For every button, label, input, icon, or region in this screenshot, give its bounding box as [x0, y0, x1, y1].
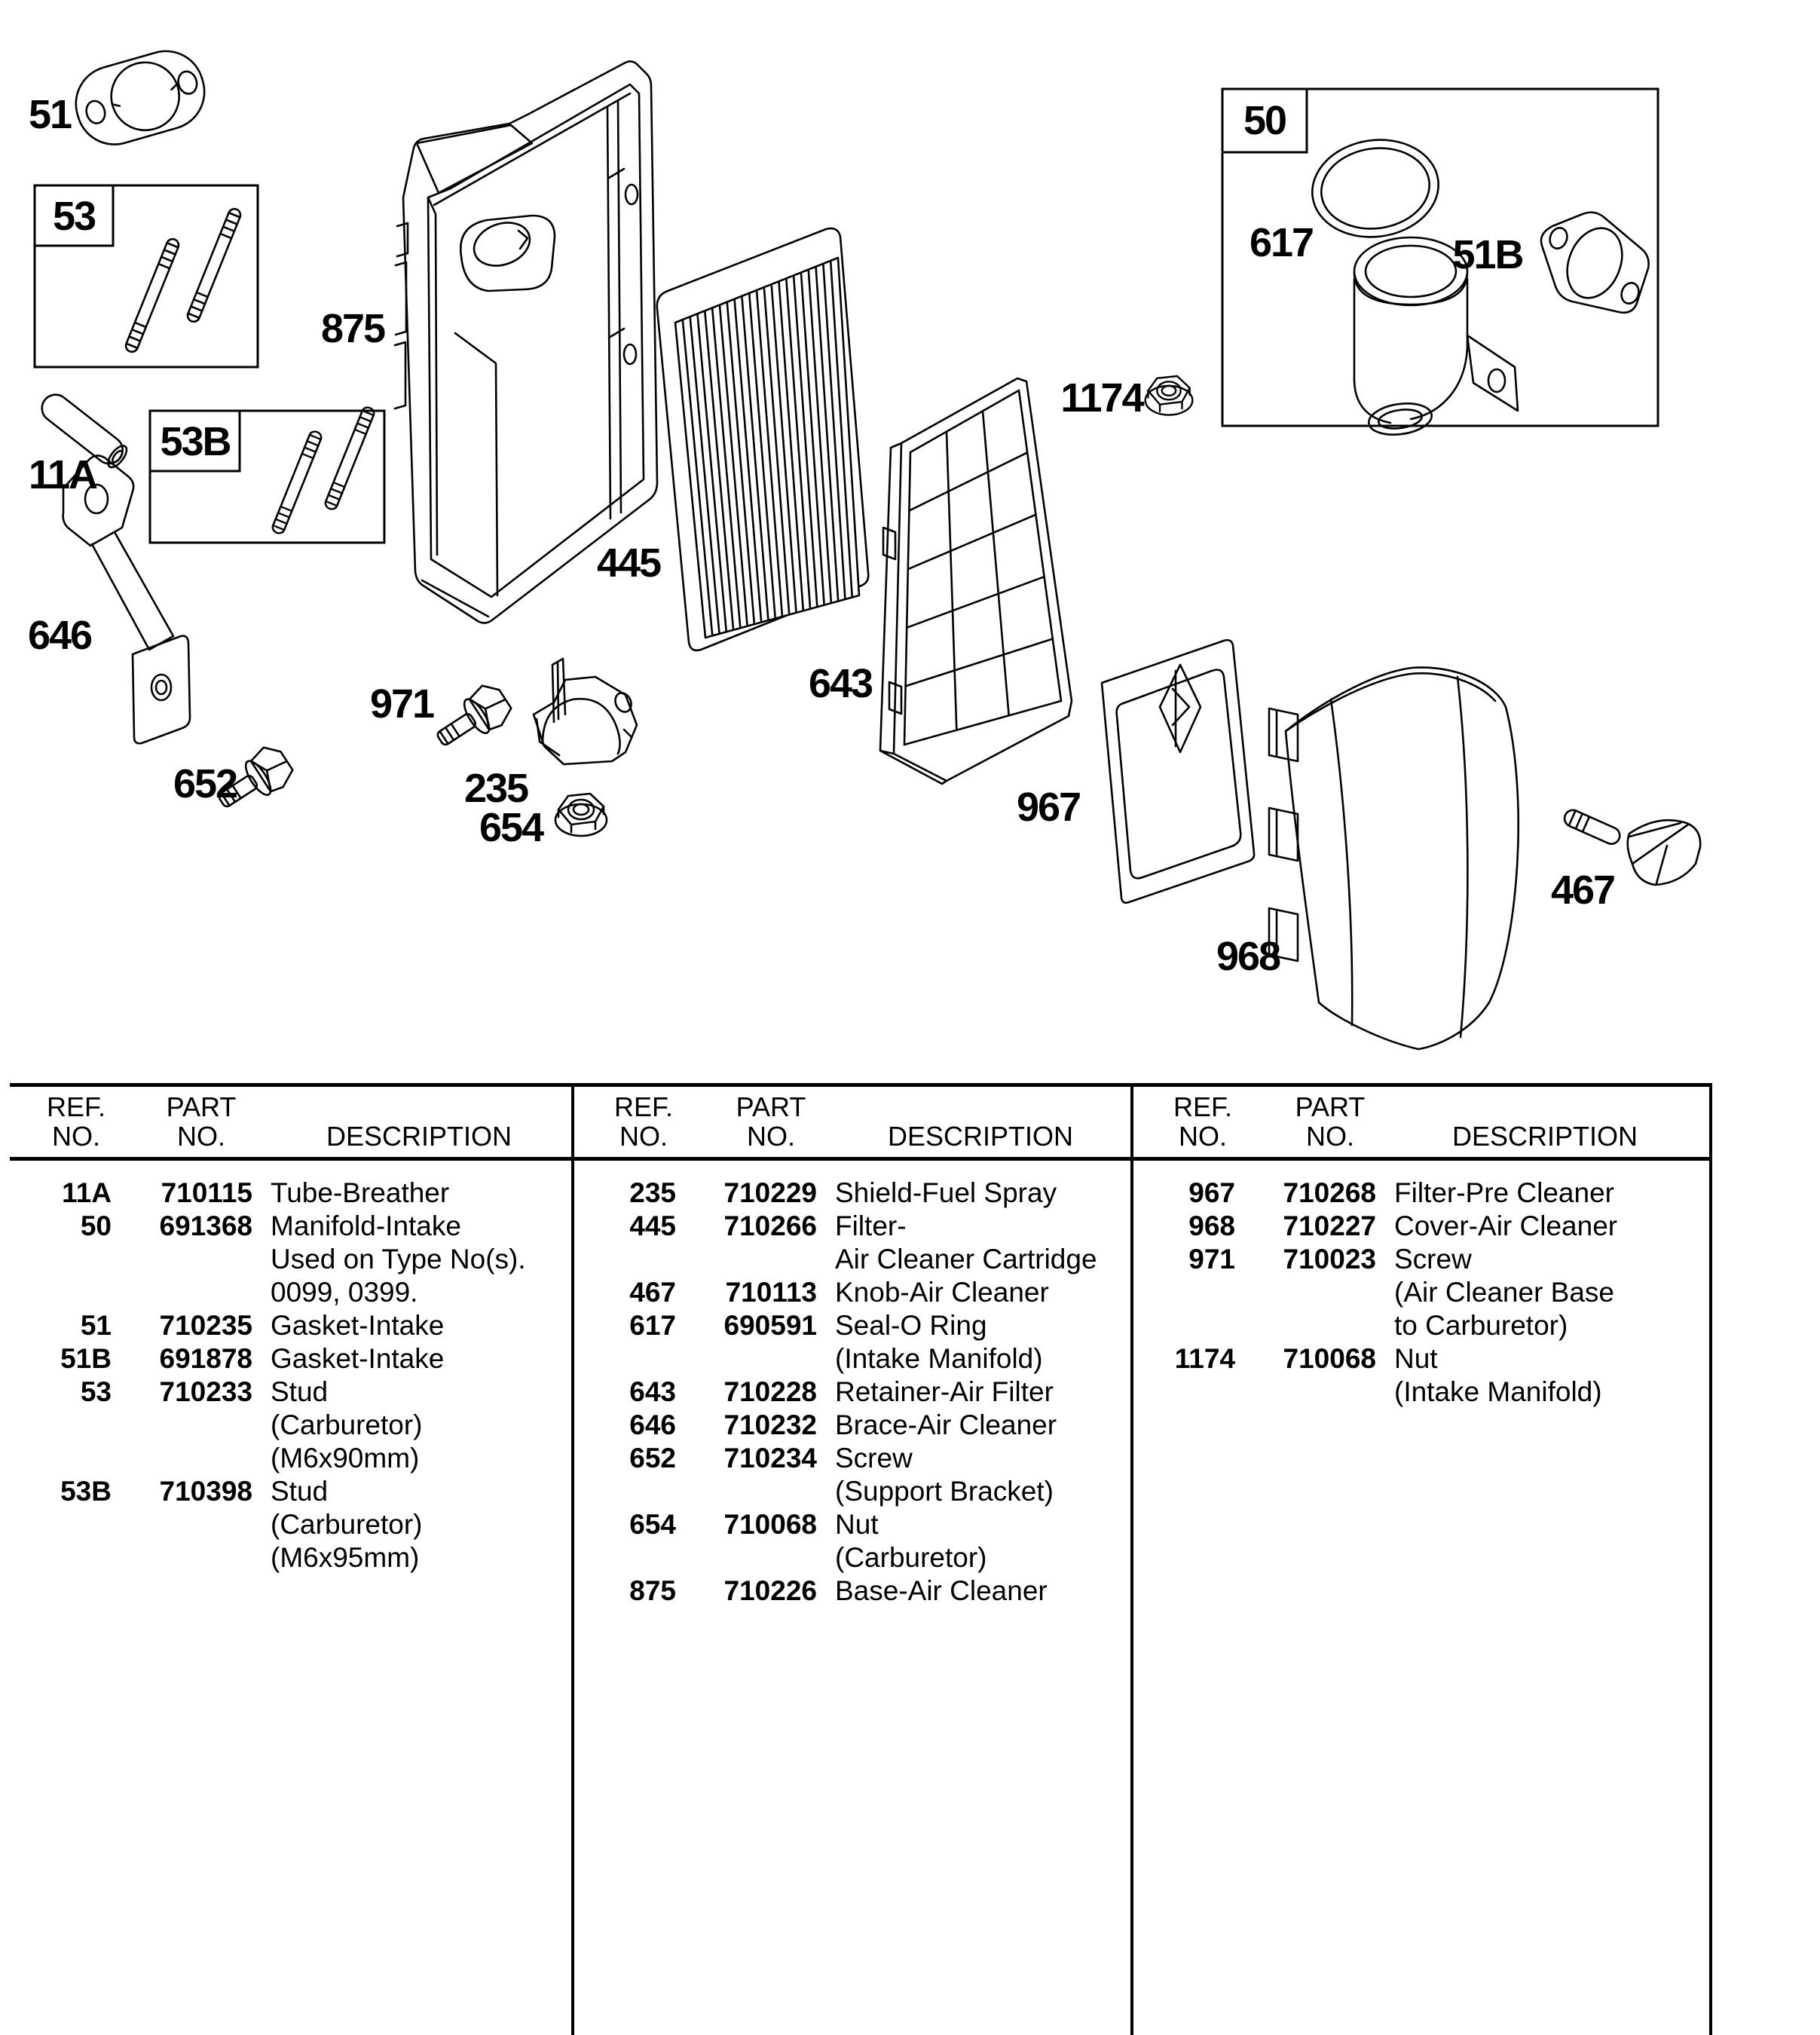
part-no-cell: 710235	[159, 1310, 252, 1341]
table-row	[574, 1177, 1127, 1210]
callout-53: 53	[52, 194, 96, 239]
cover-air-cleaner-968-drawing	[1269, 668, 1519, 1049]
description-cell: (Carburetor)	[835, 1542, 987, 1573]
callout-51: 51	[28, 92, 72, 137]
part-no-cell	[676, 1342, 817, 1376]
col2-ref-header2: NO.	[619, 1121, 668, 1152]
table-row	[10, 1210, 567, 1243]
ref-no-cell: 445	[629, 1210, 676, 1241]
description-cell: Gasket-Intake	[271, 1343, 445, 1374]
table-row	[574, 1409, 1127, 1442]
ref-no-cell: 646	[629, 1409, 676, 1440]
screw-971-drawing	[428, 679, 516, 757]
description-cell: (M6x95mm)	[271, 1542, 420, 1573]
ref-no-cell	[574, 1541, 676, 1574]
table-row	[574, 1508, 1127, 1541]
ref-no-cell: 968	[1188, 1210, 1235, 1241]
base-air-cleaner-875-drawing	[395, 61, 657, 623]
filter-cartridge-445-drawing	[657, 228, 868, 650]
col1-part-header: PART	[166, 1091, 237, 1122]
part-no-cell	[112, 1442, 252, 1475]
table-row	[10, 1376, 567, 1409]
col2-ref-header: REF.	[613, 1091, 674, 1122]
description-cell: (Carburetor)	[271, 1509, 423, 1540]
part-no-cell: 710268	[1283, 1177, 1376, 1208]
ref-no-cell	[10, 1276, 112, 1309]
col2-part-header: PART	[736, 1091, 806, 1122]
ref-no-cell: 643	[629, 1376, 676, 1407]
part-no-cell: 710266	[723, 1210, 817, 1241]
table-row	[574, 1243, 1127, 1276]
ref-no-cell: 235	[629, 1177, 676, 1208]
table-row	[574, 1442, 1127, 1475]
description-cell: Stud	[271, 1376, 329, 1407]
description-cell: Tube-Breather	[271, 1177, 450, 1208]
part-no-cell: 691878	[159, 1343, 252, 1374]
table-row	[574, 1342, 1127, 1376]
description-cell: Retainer-Air Filter	[835, 1376, 1054, 1407]
description-cell: Knob-Air Cleaner	[835, 1277, 1049, 1308]
table-row	[1133, 1342, 1706, 1376]
table-row	[1133, 1177, 1706, 1210]
col3-desc-header: DESCRIPTION	[1451, 1121, 1638, 1152]
description-cell: Manifold-Intake	[271, 1210, 461, 1241]
part-no-cell: 710229	[723, 1177, 817, 1208]
part-no-cell: 710227	[1283, 1210, 1376, 1241]
table-row	[10, 1541, 567, 1574]
table-right-border	[1709, 1083, 1712, 2035]
callout-235: 235	[463, 766, 528, 811]
part-no-cell: 710023	[1283, 1244, 1376, 1275]
ref-no-cell	[574, 1243, 676, 1276]
ref-no-cell: 11A	[62, 1177, 112, 1208]
ref-no-cell: 50	[80, 1210, 112, 1241]
part-no-cell	[112, 1508, 252, 1541]
part-no-cell	[1235, 1276, 1376, 1309]
table-row	[1133, 1243, 1706, 1276]
callout-467: 467	[1550, 868, 1615, 913]
part-no-cell: 710232	[723, 1409, 817, 1440]
part-no-cell: 710115	[161, 1177, 252, 1208]
callout-654: 654	[479, 805, 543, 850]
ref-no-cell	[1133, 1309, 1235, 1342]
table-row	[574, 1210, 1127, 1243]
part-no-cell	[1235, 1376, 1376, 1409]
description-cell: (Intake Manifold)	[835, 1343, 1043, 1374]
col2-part-header2: NO.	[746, 1121, 796, 1152]
ref-no-cell: 971	[1188, 1244, 1235, 1275]
col1-desc-header: DESCRIPTION	[326, 1121, 512, 1152]
description-cell: Filter-Pre Cleaner	[1394, 1177, 1614, 1208]
ref-no-cell	[10, 1409, 112, 1442]
ref-no-cell: 654	[629, 1509, 676, 1540]
table-row	[1133, 1309, 1706, 1342]
part-no-cell: 710068	[723, 1509, 817, 1540]
table-row	[574, 1376, 1127, 1409]
ref-no-cell: 617	[629, 1310, 676, 1341]
table-row	[10, 1409, 567, 1442]
description-cell: 0099, 0399.	[271, 1277, 418, 1308]
ref-no-cell: 53	[80, 1376, 112, 1407]
table-row	[10, 1276, 567, 1309]
ref-no-cell	[10, 1541, 112, 1574]
ref-no-cell	[574, 1342, 676, 1376]
description-cell: Gasket-Intake	[271, 1310, 445, 1341]
table-header-rule	[10, 1157, 1712, 1161]
parts-column-3	[1133, 1177, 1706, 1409]
callout-11A: 11A	[28, 452, 97, 497]
callout-967: 967	[1016, 785, 1081, 830]
part-no-cell	[112, 1276, 252, 1309]
col1-ref-header2: NO.	[51, 1121, 101, 1152]
ref-no-cell: 875	[629, 1575, 676, 1606]
ref-no-cell: 467	[629, 1277, 676, 1308]
part-no-cell: 710398	[159, 1476, 252, 1507]
table-row	[1133, 1276, 1706, 1309]
table-row	[10, 1475, 567, 1508]
callout-53B: 53B	[160, 419, 231, 464]
ref-no-cell	[574, 1475, 676, 1508]
ref-no-cell: 53B	[60, 1476, 112, 1507]
callout-971: 971	[369, 681, 434, 727]
ref-no-cell: 967	[1188, 1177, 1235, 1208]
callout-445: 445	[596, 540, 661, 586]
callout-50: 50	[1243, 98, 1286, 143]
table-row	[1133, 1210, 1706, 1243]
description-cell: Base-Air Cleaner	[835, 1575, 1048, 1606]
part-no-cell: 710233	[159, 1376, 252, 1407]
table-row	[10, 1342, 567, 1376]
description-cell: Screw	[835, 1443, 913, 1473]
part-no-cell: 691368	[159, 1210, 252, 1241]
description-cell: Cover-Air Cleaner	[1394, 1210, 1618, 1241]
table-row	[10, 1177, 567, 1210]
callout-1174: 1174	[1060, 375, 1143, 421]
table-row	[10, 1243, 567, 1276]
part-no-cell: 710113	[725, 1277, 817, 1308]
col3-ref-header: REF.	[1173, 1091, 1233, 1122]
retainer-air-filter-643-drawing	[880, 378, 1072, 784]
parts-column-1	[10, 1177, 567, 1574]
ref-no-cell	[10, 1243, 112, 1276]
part-no-cell	[112, 1243, 252, 1276]
description-cell: Air Cleaner Cartridge	[835, 1244, 1097, 1275]
description-cell: Nut	[835, 1509, 879, 1540]
callout-652: 652	[173, 761, 237, 806]
description-cell: Seal-O Ring	[835, 1310, 987, 1341]
table-row	[10, 1508, 567, 1541]
shield-fuel-spray-235-drawing	[534, 659, 637, 764]
nut-1174-drawing	[1146, 376, 1193, 415]
description-cell: Stud	[271, 1476, 329, 1507]
description-cell: to Carburetor)	[1394, 1310, 1568, 1341]
callout-617: 617	[1249, 220, 1314, 265]
table-row	[574, 1541, 1127, 1574]
callout-643: 643	[808, 661, 873, 706]
part-no-cell	[112, 1409, 252, 1442]
parts-column-2	[574, 1177, 1127, 1608]
table-top-rule	[10, 1083, 1712, 1087]
description-cell: Screw	[1394, 1244, 1472, 1275]
table-row	[10, 1309, 567, 1342]
description-cell: (M6x90mm)	[271, 1443, 420, 1473]
part-no-cell: 710234	[723, 1443, 817, 1473]
callout-875: 875	[320, 306, 385, 351]
ref-no-cell	[10, 1442, 112, 1475]
col3-part-header2: NO.	[1305, 1121, 1355, 1152]
description-cell: (Air Cleaner Base	[1394, 1277, 1615, 1308]
part-no-cell: 710226	[723, 1575, 817, 1606]
part-no-cell: 710228	[723, 1376, 817, 1407]
seal-o-ring-617-drawing	[1306, 132, 1445, 245]
table-row	[574, 1309, 1127, 1342]
nut-654-drawing	[555, 794, 607, 836]
col1-ref-header: REF.	[46, 1091, 106, 1122]
gasket-intake-51b-drawing	[1541, 213, 1649, 313]
ref-no-cell: 1174	[1174, 1343, 1235, 1374]
table-row	[1133, 1376, 1706, 1409]
ref-no-cell: 652	[629, 1443, 676, 1473]
callout-968: 968	[1216, 934, 1280, 979]
filter-pre-cleaner-967-drawing	[1102, 640, 1254, 903]
description-cell: (Carburetor)	[271, 1409, 423, 1440]
description-cell: Shield-Fuel Spray	[835, 1177, 1057, 1208]
gasket-intake-51-drawing	[67, 42, 213, 153]
description-cell: Brace-Air Cleaner	[835, 1409, 1057, 1440]
part-no-cell: 710068	[1283, 1343, 1376, 1374]
part-no-cell	[676, 1243, 817, 1276]
part-no-cell	[676, 1541, 817, 1574]
brace-air-cleaner-646-drawing	[63, 455, 190, 743]
table-row	[574, 1475, 1127, 1508]
part-no-cell	[676, 1475, 817, 1508]
description-cell: (Support Bracket)	[835, 1476, 1054, 1507]
ref-no-cell	[1133, 1376, 1235, 1409]
description-cell: (Intake Manifold)	[1394, 1376, 1602, 1407]
callout-646: 646	[27, 613, 92, 658]
part-no-cell: 690591	[723, 1310, 817, 1341]
col3-ref-header2: NO.	[1178, 1121, 1228, 1152]
ref-no-cell: 51B	[60, 1343, 112, 1374]
ref-no-cell	[1133, 1276, 1235, 1309]
ref-no-cell: 51	[80, 1310, 112, 1341]
part-no-cell	[112, 1541, 252, 1574]
table-row	[574, 1574, 1127, 1608]
col3-part-header: PART	[1295, 1091, 1366, 1122]
table-row	[10, 1442, 567, 1475]
ref-no-cell	[10, 1508, 112, 1541]
col2-desc-header: DESCRIPTION	[887, 1121, 1074, 1152]
col1-part-header2: NO.	[176, 1121, 226, 1152]
description-cell: Used on Type No(s).	[271, 1244, 526, 1275]
description-cell: Nut	[1394, 1343, 1438, 1374]
callout-51B: 51B	[1452, 232, 1523, 277]
part-no-cell	[1235, 1309, 1376, 1342]
table-row	[574, 1276, 1127, 1309]
description-cell: Filter-	[835, 1210, 907, 1241]
